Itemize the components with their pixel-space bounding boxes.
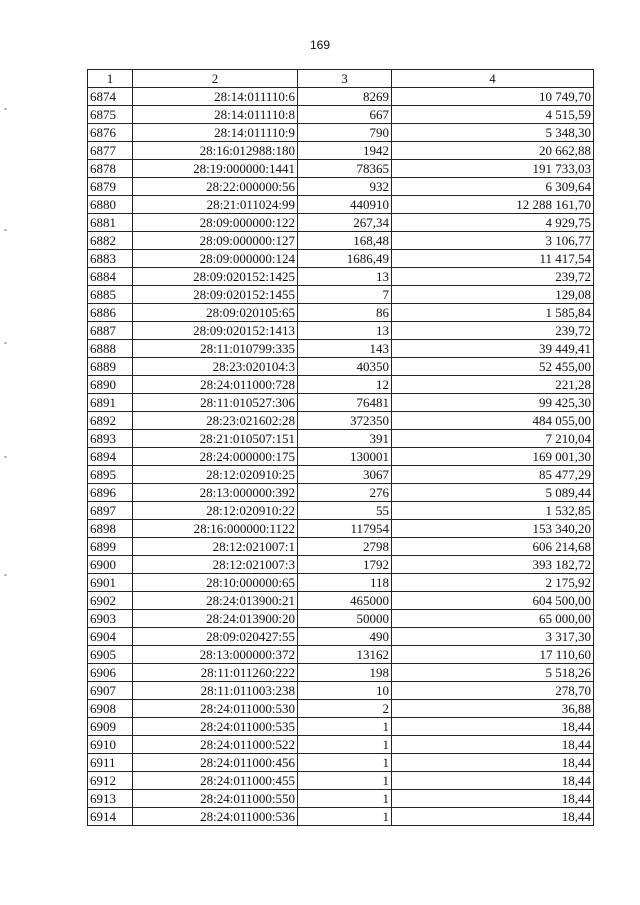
row-number-cell: 6911 <box>88 754 133 772</box>
value-cell: 36,88 <box>392 700 594 718</box>
area-cell: 86 <box>298 304 392 322</box>
cadastral-number-cell: 28:13:000000:392 <box>133 484 298 502</box>
area-cell: 13162 <box>298 646 392 664</box>
table-row <box>88 178 594 196</box>
cadastral-number-cell: 28:12:021007:3 <box>133 556 298 574</box>
cadastral-number-cell: 28:23:021602:28 <box>133 412 298 430</box>
area-cell: 391 <box>298 430 392 448</box>
value-cell: 153 340,20 <box>392 520 594 538</box>
value-cell: 7 210,04 <box>392 430 594 448</box>
area-cell: 1 <box>298 808 392 826</box>
cadastral-number-cell: 28:11:011260:222 <box>133 664 298 682</box>
column-header: 2 <box>133 70 298 88</box>
column-header: 4 <box>392 70 594 88</box>
row-number-cell: 6899 <box>88 538 133 556</box>
cadastral-number-cell: 28:24:011000:535 <box>133 718 298 736</box>
cadastral-number-cell: 28:12:020910:25 <box>133 466 298 484</box>
table-row <box>88 664 594 682</box>
row-number-cell: 6888 <box>88 340 133 358</box>
area-cell: 7 <box>298 286 392 304</box>
value-cell: 3 317,30 <box>392 628 594 646</box>
value-cell: 4 929,75 <box>392 214 594 232</box>
cadastral-number-cell: 28:09:000000:122 <box>133 214 298 232</box>
row-number-cell: 6913 <box>88 790 133 808</box>
table-row <box>88 808 594 826</box>
row-number-cell: 6900 <box>88 556 133 574</box>
value-cell: 221,28 <box>392 376 594 394</box>
table-row <box>88 394 594 412</box>
table-row <box>88 358 594 376</box>
cadastral-number-cell: 28:12:020910:22 <box>133 502 298 520</box>
row-number-cell: 6907 <box>88 682 133 700</box>
row-number-cell: 6901 <box>88 574 133 592</box>
cadastral-number-cell: 28:09:020152:1425 <box>133 268 298 286</box>
row-number-cell: 6909 <box>88 718 133 736</box>
table-body <box>88 88 594 826</box>
table-header-row <box>88 70 594 88</box>
value-cell: 191 733,03 <box>392 160 594 178</box>
table-row <box>88 304 594 322</box>
area-cell: 2798 <box>298 538 392 556</box>
table-row <box>88 520 594 538</box>
row-number-cell: 6887 <box>88 322 133 340</box>
value-cell: 1 585,84 <box>392 304 594 322</box>
area-cell: 8269 <box>298 88 392 106</box>
area-cell: 130001 <box>298 448 392 466</box>
cadastral-number-cell: 28:09:020152:1413 <box>133 322 298 340</box>
cadastral-number-cell: 28:24:011000:456 <box>133 754 298 772</box>
table-row <box>88 754 594 772</box>
area-cell: 13 <box>298 322 392 340</box>
row-number-cell: 6906 <box>88 664 133 682</box>
cadastral-number-cell: 28:09:020427:55 <box>133 628 298 646</box>
row-number-cell: 6878 <box>88 160 133 178</box>
cadastral-number-cell: 28:24:013900:21 <box>133 592 298 610</box>
value-cell: 278,70 <box>392 682 594 700</box>
cadastral-number-cell: 28:19:000000:1441 <box>133 160 298 178</box>
table-row <box>88 772 594 790</box>
value-cell: 6 309,64 <box>392 178 594 196</box>
value-cell: 18,44 <box>392 736 594 754</box>
cadastral-number-cell: 28:24:011000:522 <box>133 736 298 754</box>
row-number-cell: 6889 <box>88 358 133 376</box>
row-number-cell: 6885 <box>88 286 133 304</box>
table-row <box>88 286 594 304</box>
row-number-cell: 6886 <box>88 304 133 322</box>
cadastral-number-cell: 28:24:000000:175 <box>133 448 298 466</box>
value-cell: 18,44 <box>392 754 594 772</box>
table-row <box>88 502 594 520</box>
table-row <box>88 160 594 178</box>
table-row <box>88 142 594 160</box>
row-number-cell: 6898 <box>88 520 133 538</box>
table-row <box>88 376 594 394</box>
area-cell: 117954 <box>298 520 392 538</box>
value-cell: 18,44 <box>392 718 594 736</box>
area-cell: 76481 <box>298 394 392 412</box>
value-cell: 20 662,88 <box>392 142 594 160</box>
area-cell: 10 <box>298 682 392 700</box>
column-header: 1 <box>88 70 133 88</box>
cadastral-number-cell: 28:24:011000:530 <box>133 700 298 718</box>
area-cell: 267,34 <box>298 214 392 232</box>
area-cell: 372350 <box>298 412 392 430</box>
value-cell: 5 348,30 <box>392 124 594 142</box>
value-cell: 39 449,41 <box>392 340 594 358</box>
table-row <box>88 556 594 574</box>
area-cell: 2 <box>298 700 392 718</box>
area-cell: 276 <box>298 484 392 502</box>
row-number-cell: 6910 <box>88 736 133 754</box>
area-cell: 1 <box>298 790 392 808</box>
value-cell: 85 477,29 <box>392 466 594 484</box>
cadastral-number-cell: 28:11:010527:306 <box>133 394 298 412</box>
table-row <box>88 538 594 556</box>
area-cell: 3067 <box>298 466 392 484</box>
table-row <box>88 682 594 700</box>
value-cell: 129,08 <box>392 286 594 304</box>
table-row <box>88 322 594 340</box>
value-cell: 604 500,00 <box>392 592 594 610</box>
table-row <box>88 484 594 502</box>
cadastral-number-cell: 28:16:012988:180 <box>133 142 298 160</box>
value-cell: 52 455,00 <box>392 358 594 376</box>
table-row <box>88 574 594 592</box>
area-cell: 168,48 <box>298 232 392 250</box>
row-number-cell: 6908 <box>88 700 133 718</box>
row-number-cell: 6879 <box>88 178 133 196</box>
row-number-cell: 6895 <box>88 466 133 484</box>
table-row <box>88 592 594 610</box>
table-row <box>88 106 594 124</box>
area-cell: 13 <box>298 268 392 286</box>
table-row <box>88 340 594 358</box>
scan-edge-marks <box>0 0 14 905</box>
value-cell: 484 055,00 <box>392 412 594 430</box>
value-cell: 606 214,68 <box>392 538 594 556</box>
value-cell: 11 417,54 <box>392 250 594 268</box>
table-row <box>88 412 594 430</box>
table-row <box>88 124 594 142</box>
cadastral-number-cell: 28:21:011024:99 <box>133 196 298 214</box>
row-number-cell: 6914 <box>88 808 133 826</box>
area-cell: 490 <box>298 628 392 646</box>
cadastral-number-cell: 28:14:011110:8 <box>133 106 298 124</box>
row-number-cell: 6884 <box>88 268 133 286</box>
cadastral-number-cell: 28:11:011003:238 <box>133 682 298 700</box>
area-cell: 78365 <box>298 160 392 178</box>
value-cell: 5 089,44 <box>392 484 594 502</box>
table-row <box>88 214 594 232</box>
area-cell: 932 <box>298 178 392 196</box>
value-cell: 239,72 <box>392 322 594 340</box>
row-number-cell: 6905 <box>88 646 133 664</box>
area-cell: 1 <box>298 754 392 772</box>
cadastral-number-cell: 28:14:011110:6 <box>133 88 298 106</box>
area-cell: 40350 <box>298 358 392 376</box>
table-row <box>88 430 594 448</box>
table-row <box>88 448 594 466</box>
cadastral-number-cell: 28:24:011000:455 <box>133 772 298 790</box>
row-number-cell: 6912 <box>88 772 133 790</box>
area-cell: 667 <box>298 106 392 124</box>
row-number-cell: 6881 <box>88 214 133 232</box>
table-row <box>88 718 594 736</box>
table-row <box>88 88 594 106</box>
cadastral-number-cell: 28:24:011000:536 <box>133 808 298 826</box>
cadastral-number-cell: 28:09:000000:127 <box>133 232 298 250</box>
row-number-cell: 6902 <box>88 592 133 610</box>
value-cell: 239,72 <box>392 268 594 286</box>
cadastral-number-cell: 28:13:000000:372 <box>133 646 298 664</box>
area-cell: 790 <box>298 124 392 142</box>
row-number-cell: 6880 <box>88 196 133 214</box>
value-cell: 18,44 <box>392 790 594 808</box>
cadastral-number-cell: 28:24:013900:20 <box>133 610 298 628</box>
row-number-cell: 6893 <box>88 430 133 448</box>
table-row <box>88 646 594 664</box>
cadastral-number-cell: 28:11:010799:335 <box>133 340 298 358</box>
row-number-cell: 6896 <box>88 484 133 502</box>
cadastral-number-cell: 28:09:020105:65 <box>133 304 298 322</box>
area-cell: 198 <box>298 664 392 682</box>
value-cell: 169 001,30 <box>392 448 594 466</box>
row-number-cell: 6892 <box>88 412 133 430</box>
row-number-cell: 6883 <box>88 250 133 268</box>
area-cell: 50000 <box>298 610 392 628</box>
row-number-cell: 6874 <box>88 88 133 106</box>
value-cell: 18,44 <box>392 772 594 790</box>
area-cell: 1686,49 <box>298 250 392 268</box>
table-row <box>88 628 594 646</box>
value-cell: 1 532,85 <box>392 502 594 520</box>
table-row <box>88 700 594 718</box>
value-cell: 18,44 <box>392 808 594 826</box>
row-number-cell: 6876 <box>88 124 133 142</box>
area-cell: 1 <box>298 718 392 736</box>
cadastral-number-cell: 28:22:000000:56 <box>133 178 298 196</box>
column-header: 3 <box>298 70 392 88</box>
cadastral-number-cell: 28:14:011110:9 <box>133 124 298 142</box>
row-number-cell: 6897 <box>88 502 133 520</box>
value-cell: 393 182,72 <box>392 556 594 574</box>
data-table <box>87 69 594 826</box>
area-cell: 1 <box>298 736 392 754</box>
value-cell: 12 288 161,70 <box>392 196 594 214</box>
value-cell: 2 175,92 <box>392 574 594 592</box>
area-cell: 1792 <box>298 556 392 574</box>
page-number: 169 <box>309 38 331 52</box>
value-cell: 3 106,77 <box>392 232 594 250</box>
row-number-cell: 6894 <box>88 448 133 466</box>
value-cell: 65 000,00 <box>392 610 594 628</box>
table-row <box>88 268 594 286</box>
cadastral-number-cell: 28:12:021007:1 <box>133 538 298 556</box>
area-cell: 465000 <box>298 592 392 610</box>
cadastral-number-cell: 28:21:010507:151 <box>133 430 298 448</box>
cadastral-number-cell: 28:09:020152:1455 <box>133 286 298 304</box>
cadastral-number-cell: 28:10:000000:65 <box>133 574 298 592</box>
table-row <box>88 466 594 484</box>
table-row <box>88 790 594 808</box>
table-row <box>88 196 594 214</box>
row-number-cell: 6875 <box>88 106 133 124</box>
value-cell: 4 515,59 <box>392 106 594 124</box>
area-cell: 440910 <box>298 196 392 214</box>
row-number-cell: 6904 <box>88 628 133 646</box>
cadastral-number-cell: 28:24:011000:728 <box>133 376 298 394</box>
area-cell: 12 <box>298 376 392 394</box>
row-number-cell: 6882 <box>88 232 133 250</box>
cadastral-number-cell: 28:09:000000:124 <box>133 250 298 268</box>
table-row <box>88 736 594 754</box>
value-cell: 17 110,60 <box>392 646 594 664</box>
table-row <box>88 232 594 250</box>
area-cell: 1942 <box>298 142 392 160</box>
cadastral-number-cell: 28:23:020104:3 <box>133 358 298 376</box>
area-cell: 143 <box>298 340 392 358</box>
area-cell: 118 <box>298 574 392 592</box>
value-cell: 10 749,70 <box>392 88 594 106</box>
table-row <box>88 610 594 628</box>
row-number-cell: 6890 <box>88 376 133 394</box>
row-number-cell: 6891 <box>88 394 133 412</box>
cadastral-number-cell: 28:16:000000:1122 <box>133 520 298 538</box>
area-cell: 1 <box>298 772 392 790</box>
row-number-cell: 6877 <box>88 142 133 160</box>
table-row <box>88 250 594 268</box>
value-cell: 99 425,30 <box>392 394 594 412</box>
area-cell: 55 <box>298 502 392 520</box>
cadastral-number-cell: 28:24:011000:550 <box>133 790 298 808</box>
value-cell: 5 518,26 <box>392 664 594 682</box>
row-number-cell: 6903 <box>88 610 133 628</box>
